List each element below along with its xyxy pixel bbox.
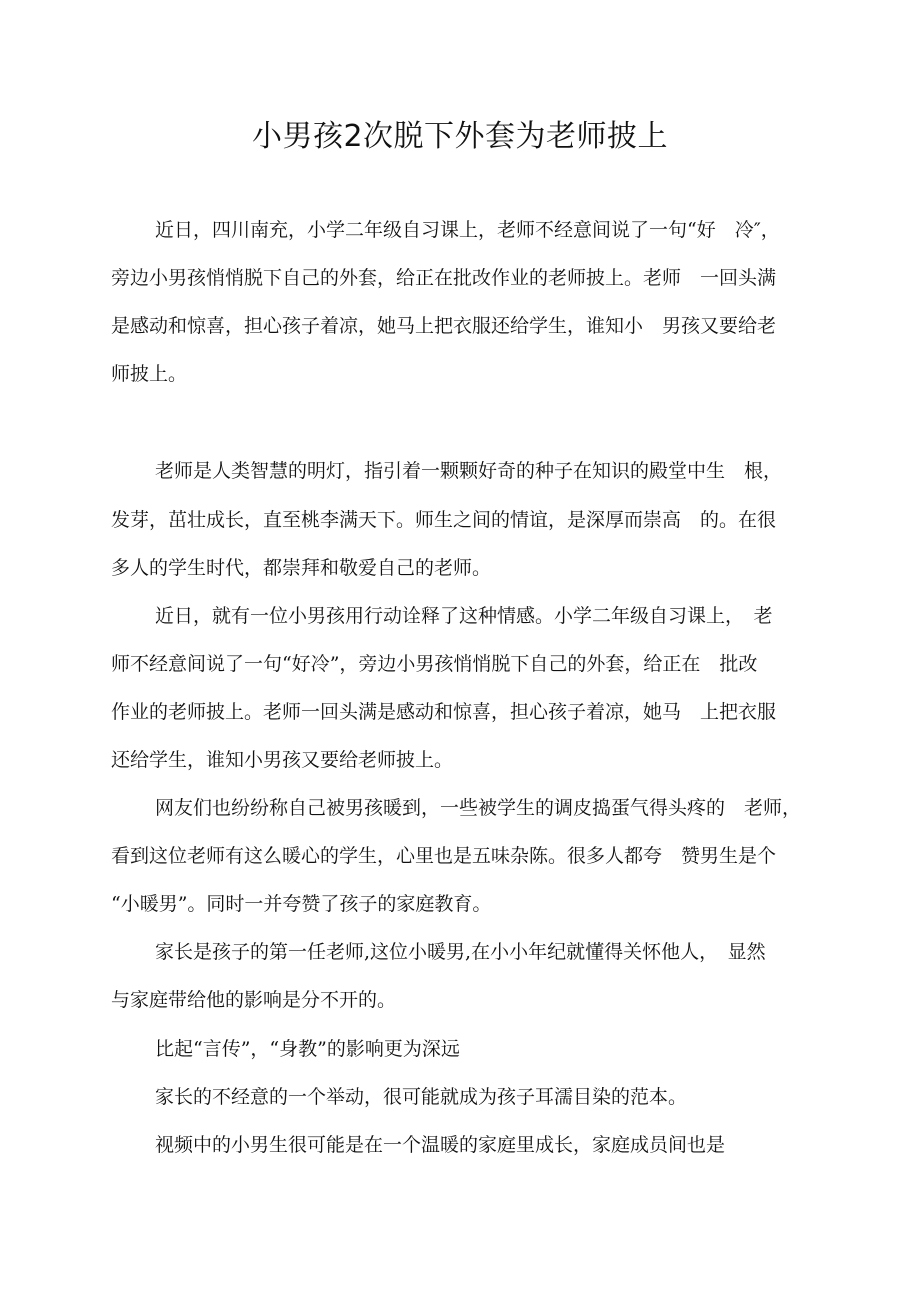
paragraph-line: 视频中的小男生很可能是在一个温暖的家庭里成长，家庭成员间也是: [155, 1134, 726, 1156]
paragraph-line: 近日，四川南充，小学二年级自习课上，老师不经意间说了一句“好 冷″，: [155, 219, 780, 241]
paragraph-line: 比起“言传”，“身教”的影响更为深远: [155, 1038, 460, 1060]
paragraph-line: 近日，就有一位小男孩用行动诠释了这种情感。小学二年级自习课上， 老: [155, 605, 773, 627]
paragraph-line: 作业的老师披上。老师一回头满是感动和惊喜，担心孩子着凉，她马 上把衣服: [111, 701, 777, 723]
paragraph-line: 家长的不经意的一个举动，很可能就成为孩子耳濡目染的范本。: [155, 1086, 688, 1108]
paragraph-line: “小暖男”。同时一并夸赞了孩子的家庭教育。: [111, 893, 492, 915]
paragraph-line: 老师是人类智慧的明灯，指引着一颗颗好奇的种子在知识的殿堂中生 根，: [155, 460, 783, 482]
paragraph-line: 是感动和惊喜，担心孩子着凉，她马上把衣服还给学生，谁知小 男孩又要给老: [111, 315, 777, 337]
document-title: 小男孩2次脱下外套为老师披上: [251, 119, 669, 154]
paragraph-line: 与家庭带给他的影响是分不开的。: [111, 989, 397, 1011]
paragraph-line: 发芽，茁壮成长，直至桃李满天下。师生之间的情谊，是深厚而崇高 的。在很: [111, 509, 777, 531]
paragraph-line: 网友们也纷纷称自己被男孩暖到，一些被学生的调皮捣蛋气得头疼的 老师，: [155, 797, 802, 819]
paragraph-line: 家长是孩子的第一任老师,这位小暖男,在小小年纪就懂得关怀他人， 显然: [155, 941, 766, 963]
paragraph-line: 还给学生，谁知小男孩又要给老师披上。: [111, 749, 454, 771]
paragraph-line: 多人的学生时代，都崇拜和敬爱自己的老师。: [111, 557, 492, 579]
paragraph-line: 师不经意间说了一句“好冷”，旁边小男孩悄悄脱下自己的外套，给正在 批改: [111, 653, 758, 675]
paragraph-line: 看到这位老师有这么暖心的学生，心里也是五味杂陈。很多人都夸 赞男生是个: [111, 845, 777, 867]
paragraph-line: 旁边小男孩悄悄脱下自己的外套，给正在批改作业的老师披上。老师 一回头满: [111, 267, 777, 289]
paragraph-line: 师披上。: [111, 363, 188, 385]
